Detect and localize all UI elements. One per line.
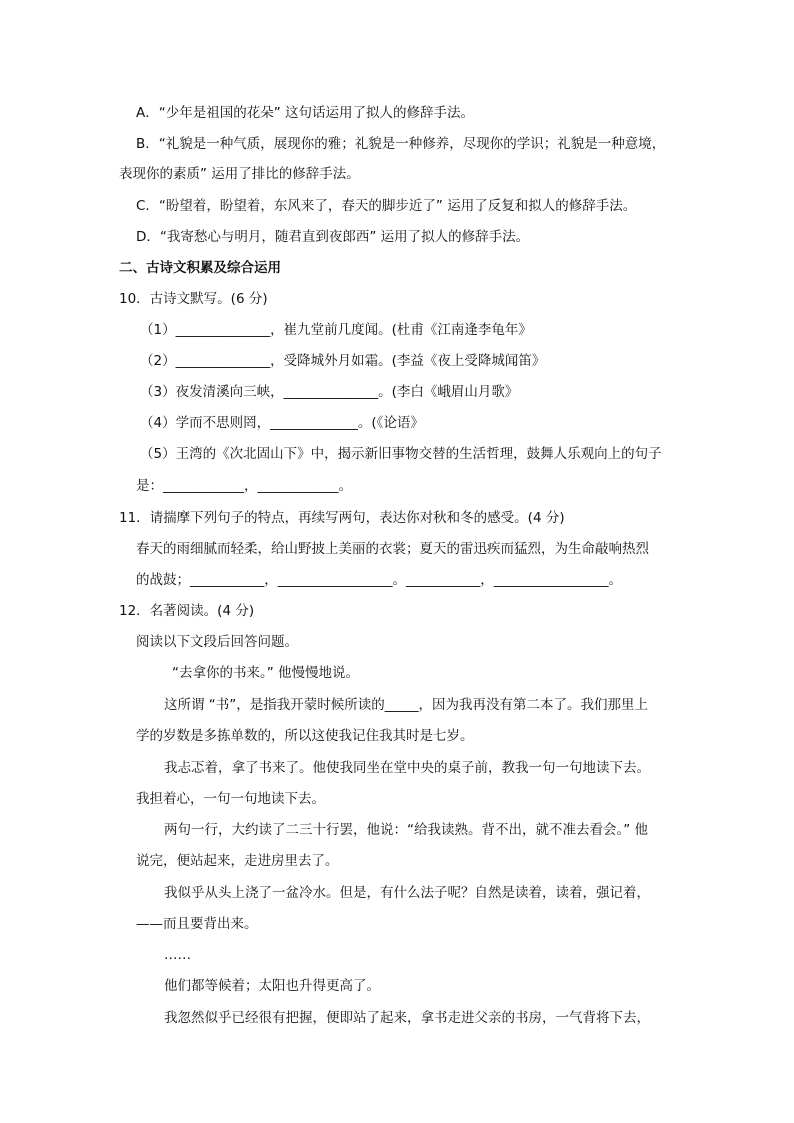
- q12-paragraph-3-line1: 我忐忑着，拿了书来了。他使我同坐在堂中央的桌子前，教我一句一句地读下去。: [164, 760, 650, 776]
- q10-item3: （3）夜发清溪向三峡，______________。(李白《峨眉山月歌》: [140, 384, 519, 400]
- option-b-line2: 表现你的素质” 运用了排比的修辞手法。: [119, 166, 360, 182]
- q10-item4: （4）学而不思则罔，_____________。(《论语》: [140, 415, 424, 431]
- q12-paragraph-5-line1: 我似乎从头上浇了一盆冷水。但是，有什么法子呢？自然是读着，读着，强记着，: [164, 885, 650, 901]
- ellipsis: ……: [164, 947, 191, 963]
- option-a: A．“少年是祖国的花朵” 这句话运用了拟人的修辞手法。: [136, 105, 475, 121]
- q12-paragraph-5-line2: ——而且要背出来。: [136, 916, 258, 932]
- q12-paragraph-2-line1: 这所谓 “书”，是指我开蒙时候所读的_____，因为我再没有第二本了。我们那里上: [164, 697, 649, 713]
- q11-line2: 的战鼓；___________，_________________。___________，_________________。: [136, 572, 622, 588]
- q12-paragraph-2-line2: 学的岁数是多拣单数的，所以这使我记住我其时是七岁。: [136, 728, 474, 744]
- q12-paragraph-1: “去拿你的书来。” 他慢慢地说。: [172, 665, 360, 681]
- q10-item1: （1）______________，崔九堂前几度闻。(杜甫《江南逢李龟年》: [140, 322, 532, 338]
- q12-paragraph-4-line1: 两句一行，大约读了二三十行罢，他说：“给我读熟。背不出，就不准去看会。” 他: [164, 822, 649, 838]
- q12-paragraph-4-line2: 说完，便站起来，走进房里去了。: [136, 853, 339, 869]
- q12-paragraph-3-line2: 我担着心，一句一句地读下去。: [136, 791, 325, 807]
- q11-line1: 春天的雨细腻而轻柔，给山野披上美丽的衣裳；夏天的雷迅疾而猛烈，为生命敲响热烈: [136, 541, 649, 557]
- q10-item5-line2: 是：____________，____________。: [136, 478, 352, 494]
- q10-item5-line1: （5）王湾的《次北固山下》中，揭示新旧事物交替的生活哲理，鼓舞人乐观向上的句子: [140, 446, 662, 462]
- q12-paragraph-7: 我忽然似乎已经很有把握，便即站了起来，拿书走进父亲的书房，一气背将下去，: [164, 1010, 650, 1026]
- q12-intro: 阅读以下文段后回答问题。: [136, 634, 298, 650]
- q12-paragraph-6: 他们都等候着；太阳也升得更高了。: [164, 978, 380, 994]
- q10-title: 10．古诗文默写。(6 分): [119, 291, 268, 307]
- option-c: C．“盼望着，盼望着，东风来了，春天的脚步近了” 运用了反复和拟人的修辞手法。: [136, 198, 637, 214]
- q10-item2: （2）______________，受降城外月如霜。(李益《夜上受降城闻笛》: [140, 353, 546, 369]
- option-d: D．“我寄愁心与明月，随君直到夜郎西” 运用了拟人的修辞手法。: [136, 229, 530, 245]
- option-b-line1: B．“礼貌是一种气质，展现你的雅；礼貌是一种修养，尽现你的学识；礼貌是一种意境，: [136, 136, 666, 152]
- q12-title: 12．名著阅读。(4 分): [119, 603, 255, 619]
- section-title: 二、古诗文积累及综合运用: [119, 260, 281, 276]
- q11-title: 11．请揣摩下列句子的特点，再续写两句，表达你对秋和冬的感受。(4 分): [119, 510, 565, 526]
